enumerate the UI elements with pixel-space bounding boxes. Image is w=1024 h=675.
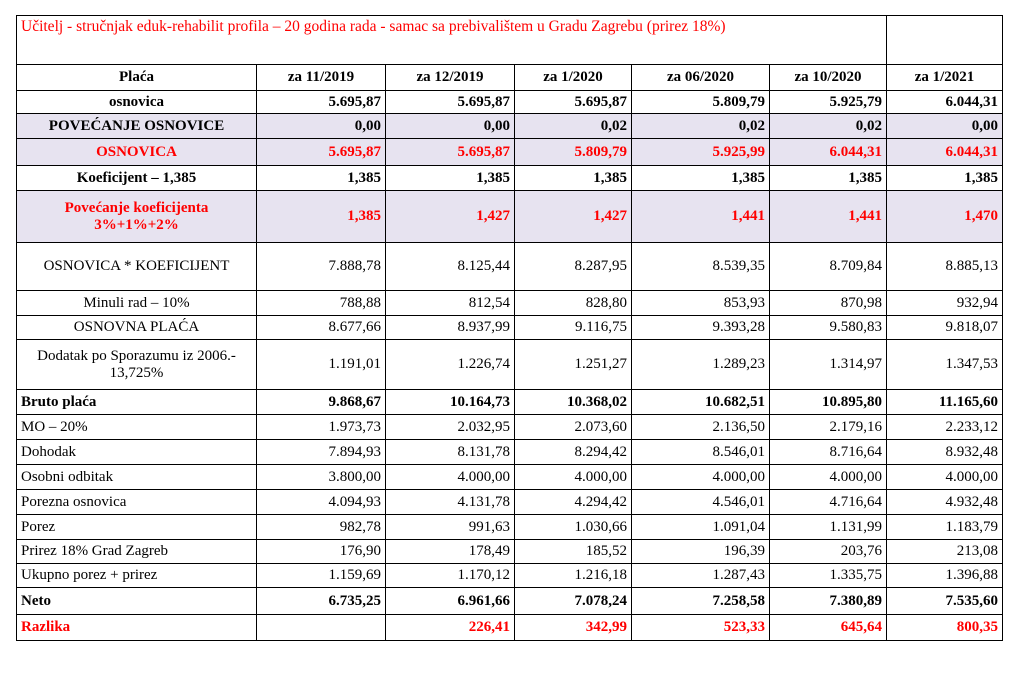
row-value: 5.695,87 [386, 139, 515, 166]
corner-cell [887, 16, 1003, 40]
row-value: 0,02 [770, 114, 887, 139]
table-row [17, 291, 1003, 316]
row-value: 185,52 [515, 540, 632, 564]
row-value: 8.716,64 [770, 440, 887, 465]
row-value: 10.895,80 [770, 390, 887, 415]
row-value: 853,93 [632, 291, 770, 316]
row-label: MO – 20% [17, 415, 257, 440]
row-value: 1.183,79 [887, 515, 1003, 540]
row-label: Porez [17, 515, 257, 540]
row-value: 6.044,31 [887, 139, 1003, 166]
table-row [17, 515, 1003, 540]
row-value: 1,427 [386, 191, 515, 243]
table-row [17, 243, 1003, 291]
row-value: 5.809,79 [632, 91, 770, 114]
row-label: Porezna osnovica [17, 490, 257, 515]
row-value: 8.131,78 [386, 440, 515, 465]
table-row [17, 166, 1003, 191]
row-value: 4.000,00 [632, 465, 770, 490]
row-value: 1.973,73 [257, 415, 386, 440]
row-value: 1.131,99 [770, 515, 887, 540]
table-row [17, 490, 1003, 515]
table-row [17, 316, 1003, 340]
table-row [17, 440, 1003, 465]
header-col-6: za 1/2021 [887, 65, 1003, 91]
row-value: 1.226,74 [386, 340, 515, 390]
row-value: 1,385 [386, 166, 515, 191]
row-value: 1,385 [257, 191, 386, 243]
table-row [17, 114, 1003, 139]
row-label: Ukupno porez + prirez [17, 564, 257, 588]
row-value: 1.289,23 [632, 340, 770, 390]
row-label: Bruto plaća [17, 390, 257, 415]
row-value: 9.868,67 [257, 390, 386, 415]
row-value: 8.125,44 [386, 243, 515, 291]
row-value: 4.131,78 [386, 490, 515, 515]
row-value: 203,76 [770, 540, 887, 564]
row-value: 1,385 [257, 166, 386, 191]
row-value: 1.314,97 [770, 340, 887, 390]
row-value: 1,441 [770, 191, 887, 243]
row-label: OSNOVICA [17, 139, 257, 166]
row-value: 0,00 [386, 114, 515, 139]
row-value: 2.073,60 [515, 415, 632, 440]
row-value: 11.165,60 [887, 390, 1003, 415]
header-col-3: za 1/2020 [515, 65, 632, 91]
row-value: 2.233,12 [887, 415, 1003, 440]
header-label: Plaća [17, 65, 257, 91]
row-value: 7.258,58 [632, 588, 770, 615]
row-value: 788,88 [257, 291, 386, 316]
table-title: Učitelj - stručnjak eduk-rehabilit profila – 20 godina rada - samac sa prebivalištem u Gradu Zagrebu (prirez 18%) [17, 16, 887, 65]
row-value: 7.078,24 [515, 588, 632, 615]
row-value: 8.937,99 [386, 316, 515, 340]
row-value: 178,49 [386, 540, 515, 564]
table-row [17, 465, 1003, 490]
row-value: 1.159,69 [257, 564, 386, 588]
row-value: 1,385 [515, 166, 632, 191]
row-value: 2.032,95 [386, 415, 515, 440]
row-value: 196,39 [632, 540, 770, 564]
table-row [17, 91, 1003, 114]
table-row [17, 191, 1003, 243]
row-value: 9.393,28 [632, 316, 770, 340]
table-row [17, 390, 1003, 415]
row-value: 8.539,35 [632, 243, 770, 291]
row-value: 8.932,48 [887, 440, 1003, 465]
row-value: 8.677,66 [257, 316, 386, 340]
row-value: 5.695,87 [257, 91, 386, 114]
row-label: Povećanje koeficijenta 3%+1%+2% [17, 191, 257, 243]
row-value: 645,64 [770, 615, 887, 641]
header-col-1: za 11/2019 [257, 65, 386, 91]
row-value: 1.335,75 [770, 564, 887, 588]
row-value: 3.800,00 [257, 465, 386, 490]
row-label: Osobni odbitak [17, 465, 257, 490]
row-value [257, 615, 386, 641]
row-value: 2.179,16 [770, 415, 887, 440]
salary-table-container [16, 15, 1003, 641]
row-value: 6.961,66 [386, 588, 515, 615]
row-value: 1,385 [632, 166, 770, 191]
row-value: 2.136,50 [632, 415, 770, 440]
row-label: Minuli rad – 10% [17, 291, 257, 316]
row-value: 982,78 [257, 515, 386, 540]
row-value: 1.170,12 [386, 564, 515, 588]
row-value: 5.925,79 [770, 91, 887, 114]
row-value: 932,94 [887, 291, 1003, 316]
table-row [17, 615, 1003, 641]
row-value: 226,41 [386, 615, 515, 641]
row-label: Koeficijent – 1,385 [17, 166, 257, 191]
table-row [17, 564, 1003, 588]
row-value: 4.294,42 [515, 490, 632, 515]
row-value: 342,99 [515, 615, 632, 641]
row-value: 4.000,00 [770, 465, 887, 490]
row-value: 828,80 [515, 291, 632, 316]
row-value: 8.294,42 [515, 440, 632, 465]
row-label: OSNOVICA * KOEFICIJENT [17, 243, 257, 291]
row-value: 812,54 [386, 291, 515, 316]
row-label: Dodatak po Sporazumu iz 2006.- 13,725% [17, 340, 257, 390]
row-label: Neto [17, 588, 257, 615]
table-row [17, 588, 1003, 615]
row-value: 870,98 [770, 291, 887, 316]
row-value: 7.535,60 [887, 588, 1003, 615]
row-value: 6.044,31 [770, 139, 887, 166]
row-value: 8.546,01 [632, 440, 770, 465]
row-value: 991,63 [386, 515, 515, 540]
row-value: 1.287,43 [632, 564, 770, 588]
row-value: 0,02 [632, 114, 770, 139]
row-value: 7.380,89 [770, 588, 887, 615]
row-value: 5.695,87 [515, 91, 632, 114]
row-value: 4.716,64 [770, 490, 887, 515]
row-label: POVEĆANJE OSNOVICE [17, 114, 257, 139]
header-col-4: za 06/2020 [632, 65, 770, 91]
corner-cell-lower [887, 40, 1003, 65]
row-label: Prirez 18% Grad Zagreb [17, 540, 257, 564]
row-value: 4.000,00 [386, 465, 515, 490]
row-value: 7.888,78 [257, 243, 386, 291]
row-value: 1.251,27 [515, 340, 632, 390]
row-value: 0,00 [257, 114, 386, 139]
row-value: 5.695,87 [257, 139, 386, 166]
header-col-2: za 12/2019 [386, 65, 515, 91]
row-value: 1,441 [632, 191, 770, 243]
row-label: osnovica [17, 91, 257, 114]
row-label: Razlika [17, 615, 257, 641]
row-value: 1.091,04 [632, 515, 770, 540]
row-value: 5.695,87 [386, 91, 515, 114]
row-value: 1,385 [887, 166, 1003, 191]
row-value: 4.000,00 [887, 465, 1003, 490]
table-row [17, 340, 1003, 390]
salary-table [16, 15, 1003, 641]
row-value: 6.735,25 [257, 588, 386, 615]
row-value: 10.164,73 [386, 390, 515, 415]
row-value: 1,427 [515, 191, 632, 243]
row-value: 523,33 [632, 615, 770, 641]
row-value: 9.580,83 [770, 316, 887, 340]
row-value: 4.094,93 [257, 490, 386, 515]
table-row [17, 415, 1003, 440]
row-value: 4.000,00 [515, 465, 632, 490]
row-value: 7.894,93 [257, 440, 386, 465]
row-value: 4.546,01 [632, 490, 770, 515]
row-value: 9.818,07 [887, 316, 1003, 340]
row-label: Dohodak [17, 440, 257, 465]
row-value: 9.116,75 [515, 316, 632, 340]
row-value: 5.809,79 [515, 139, 632, 166]
row-value: 800,35 [887, 615, 1003, 641]
row-value: 0,02 [515, 114, 632, 139]
row-value: 8.885,13 [887, 243, 1003, 291]
table-row [17, 139, 1003, 166]
row-value: 1,385 [770, 166, 887, 191]
row-value: 6.044,31 [887, 91, 1003, 114]
row-value: 1.396,88 [887, 564, 1003, 588]
row-value: 8.709,84 [770, 243, 887, 291]
row-value: 176,90 [257, 540, 386, 564]
row-value: 1.191,01 [257, 340, 386, 390]
row-value: 1.347,53 [887, 340, 1003, 390]
row-value: 1.216,18 [515, 564, 632, 588]
row-value: 1.030,66 [515, 515, 632, 540]
table-row [17, 540, 1003, 564]
row-value: 10.368,02 [515, 390, 632, 415]
row-value: 8.287,95 [515, 243, 632, 291]
row-label: OSNOVNA PLAĆA [17, 316, 257, 340]
row-value: 4.932,48 [887, 490, 1003, 515]
header-row [17, 65, 1003, 91]
row-value: 10.682,51 [632, 390, 770, 415]
row-value: 1,470 [887, 191, 1003, 243]
row-value: 5.925,99 [632, 139, 770, 166]
row-value: 213,08 [887, 540, 1003, 564]
row-value: 0,00 [887, 114, 1003, 139]
header-col-5: za 10/2020 [770, 65, 887, 91]
